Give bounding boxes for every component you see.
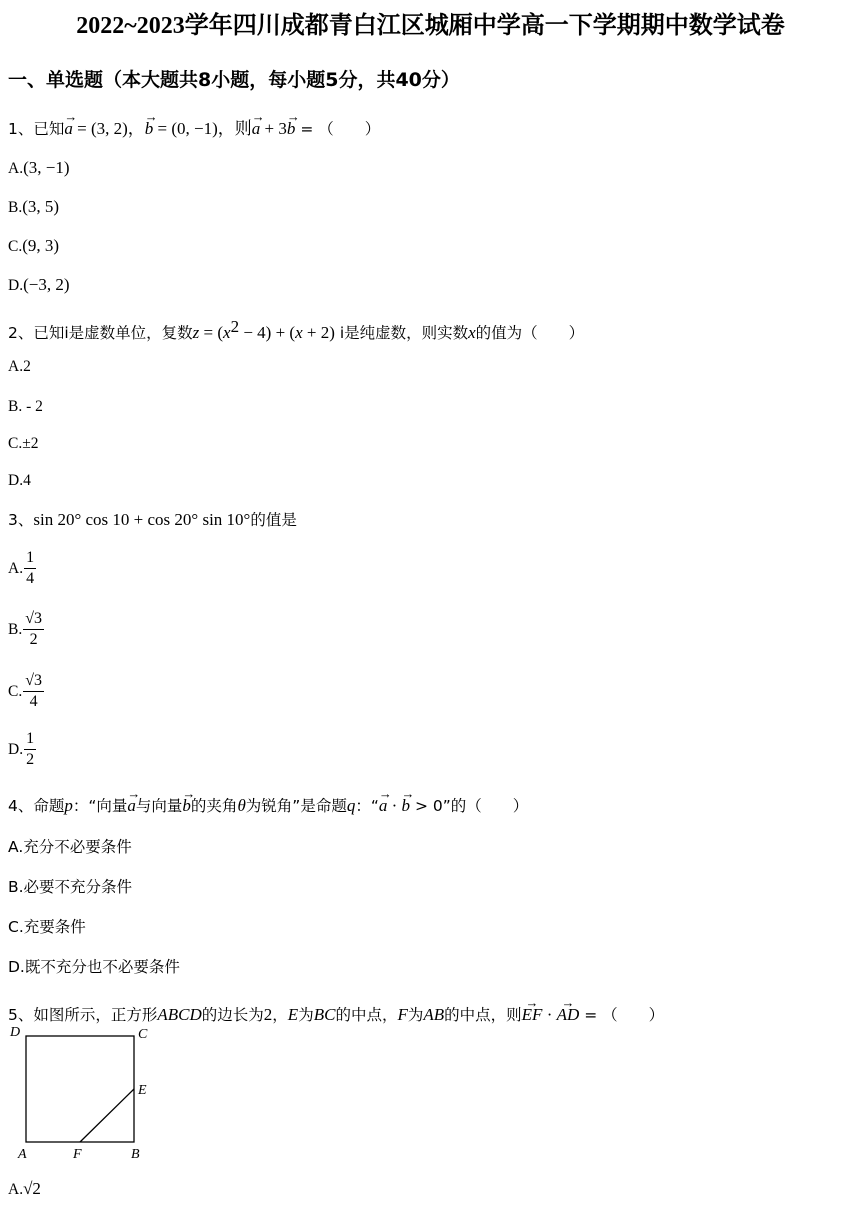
q3-option-b-fraction (23, 609, 44, 650)
question-2 (8, 316, 584, 344)
label-f: F (73, 1147, 82, 1162)
q1-option-b[interactable] (8, 196, 59, 219)
q2-expr3: + 2) (302, 323, 335, 343)
q2-square: 2 (230, 317, 240, 336)
q3-option-c[interactable] (8, 669, 44, 714)
q1-vector-a: → a (64, 118, 73, 140)
q5-dot: · (542, 1005, 557, 1024)
question-1 (8, 118, 380, 140)
q4-vector-a: → a (127, 795, 136, 817)
q1-plus: + 3 (260, 119, 287, 138)
q3-option-c-fraction (23, 671, 44, 712)
question-3 (8, 509, 297, 531)
label-a: A (18, 1147, 27, 1162)
q5-prefix: 5、如图所示，正方形 (8, 1006, 158, 1024)
q2-expr1: = ( (199, 323, 224, 343)
q4-vector-a2: → a (379, 795, 388, 817)
square-abcd-figure (8, 1022, 158, 1167)
q4-p: p (64, 796, 73, 815)
q5-option-a-value: √2 (23, 1179, 41, 1198)
q5-t7: = （ ） (579, 1006, 665, 1024)
label-c: C (138, 1027, 148, 1042)
q1-option-b-label: B. (8, 199, 23, 216)
q3-prefix: 3、 (8, 511, 34, 529)
q4-option-a[interactable]: A.充分不必要条件 (8, 838, 132, 856)
q4-dot: · (387, 796, 402, 815)
q4-theta: θ (237, 796, 246, 815)
q3-option-c-label: C. (8, 683, 23, 700)
exam-title: 2022~2023学年四川成都青白江区城厢中学高一下学期期中数学试卷 (76, 13, 785, 39)
question-4 (8, 795, 528, 817)
q3-option-b-label: B. (8, 621, 23, 638)
q2-option-d[interactable]: D.4 (8, 472, 31, 489)
q4-option-b[interactable]: B.必要不充分条件 (8, 878, 133, 896)
q5-t6: 的中点，则 (444, 1006, 522, 1024)
q4-t4: 为锐角”是命题 (245, 797, 347, 815)
q2-expr2: − 4) + ( (239, 323, 296, 343)
q2-option-c[interactable]: C.±2 (8, 435, 39, 452)
q4-t2: 与向量 (135, 797, 183, 815)
q5-ab: AB (423, 1005, 445, 1024)
q3-option-d-numerator: 1 (26, 730, 35, 747)
q3-option-b-denominator: 2 (23, 629, 44, 650)
q4-t6: > 0”的（ ） (410, 797, 529, 815)
q5-abcd: ABCD (157, 1005, 202, 1024)
q1-option-d[interactable] (8, 274, 70, 297)
q3-expression: sin 20° cos 10 + cos 20° sin 10° (33, 510, 251, 529)
q2-x: x (223, 323, 231, 343)
q1-tail: = （ ） (295, 120, 381, 138)
q2-option-b[interactable]: B. - 2 (8, 398, 43, 415)
q1-vector-b2: → b (287, 118, 296, 140)
q3-option-d-fraction (24, 729, 36, 770)
q5-bc: BC (313, 1005, 336, 1024)
q3-option-a-numerator: 1 (26, 549, 35, 566)
q1-option-d-value: (−3, 2) (23, 275, 70, 294)
q4-option-c[interactable]: C.充要条件 (8, 918, 86, 936)
q1-option-a-value: (3, −1) (23, 158, 70, 177)
q3-option-d[interactable] (8, 727, 36, 772)
q2-x2: x (295, 323, 303, 343)
square-outline (26, 1036, 134, 1142)
q2-option-a[interactable]: A.2 (8, 358, 31, 375)
q4-option-d[interactable]: D.既不充分也不必要条件 (8, 958, 180, 976)
q4-t1: ：“向量 (72, 797, 128, 815)
q2-mid: i是纯虚数，则实数 (334, 324, 469, 343)
q4-q: q (346, 796, 356, 815)
q3-option-a-fraction (24, 548, 36, 589)
label-d: D (10, 1025, 21, 1040)
q4-t3: 的夹角 (190, 797, 238, 815)
q1-option-c[interactable] (8, 235, 59, 258)
q1-eq2: = (0, −1)，则 (153, 119, 252, 138)
q3-option-b[interactable] (8, 607, 44, 652)
q5-vector-ef: → EF (522, 1004, 543, 1026)
q2-tail: 的值为（ ） (475, 324, 585, 343)
q1-vector-b: → b (145, 118, 154, 140)
q3-option-a-denominator: 4 (26, 570, 35, 587)
q3-option-c-numerator: √3 (25, 672, 42, 689)
q1-option-d-label: D. (8, 277, 24, 294)
label-b: B (131, 1147, 140, 1162)
q3-option-d-label: D. (8, 741, 24, 758)
q5-t1: 的边长为 (201, 1006, 264, 1024)
q2-x3: x (468, 323, 476, 343)
segment-ef (80, 1089, 134, 1142)
section-heading: 一、单选题（本大题共8小题，每小题5分，共40分） (8, 69, 460, 91)
q5-option-a-label: A. (8, 1181, 24, 1198)
q5-two: 2 (263, 1005, 273, 1024)
q3-tail: 的值是 (250, 511, 297, 529)
q5-f: F (397, 1005, 408, 1024)
q5-vector-ad: → AD (557, 1004, 580, 1026)
q3-option-a-label: A. (8, 560, 24, 577)
q1-option-a-label: A. (8, 160, 24, 177)
q1-option-b-value: (3, 5) (22, 197, 60, 216)
q1-option-c-value: (9, 3) (22, 236, 60, 255)
q1-option-c-label: C. (8, 238, 23, 255)
q1-prefix: 1、已知 (8, 120, 65, 138)
q2-prefix: 2、已知i是虚数单位，复数 (8, 324, 193, 343)
label-e: E (138, 1083, 147, 1098)
q4-prefix: 4、命题 (8, 797, 65, 815)
q5-t5: 为 (407, 1006, 424, 1024)
q5-t2: ， (272, 1006, 288, 1024)
q3-option-d-denominator: 2 (26, 751, 35, 768)
q3-option-a[interactable] (8, 546, 36, 591)
q5-e: E (287, 1005, 299, 1024)
q5-t4: 的中点， (335, 1006, 398, 1024)
q1-option-a[interactable] (8, 157, 70, 180)
q4-vector-b2: → b (402, 795, 411, 817)
q3-option-b-numerator: √3 (25, 610, 42, 627)
q1-eq1: = (3, 2)， (72, 119, 145, 138)
q4-vector-b: → b (182, 795, 191, 817)
q2-z: z (192, 323, 200, 343)
q3-option-c-denominator: 4 (23, 691, 44, 712)
q5-t3: 为 (298, 1006, 314, 1024)
q1-vector-a2: → a (252, 118, 261, 140)
q5-option-a[interactable] (8, 1178, 41, 1201)
q4-t5: ：“ (355, 797, 379, 815)
